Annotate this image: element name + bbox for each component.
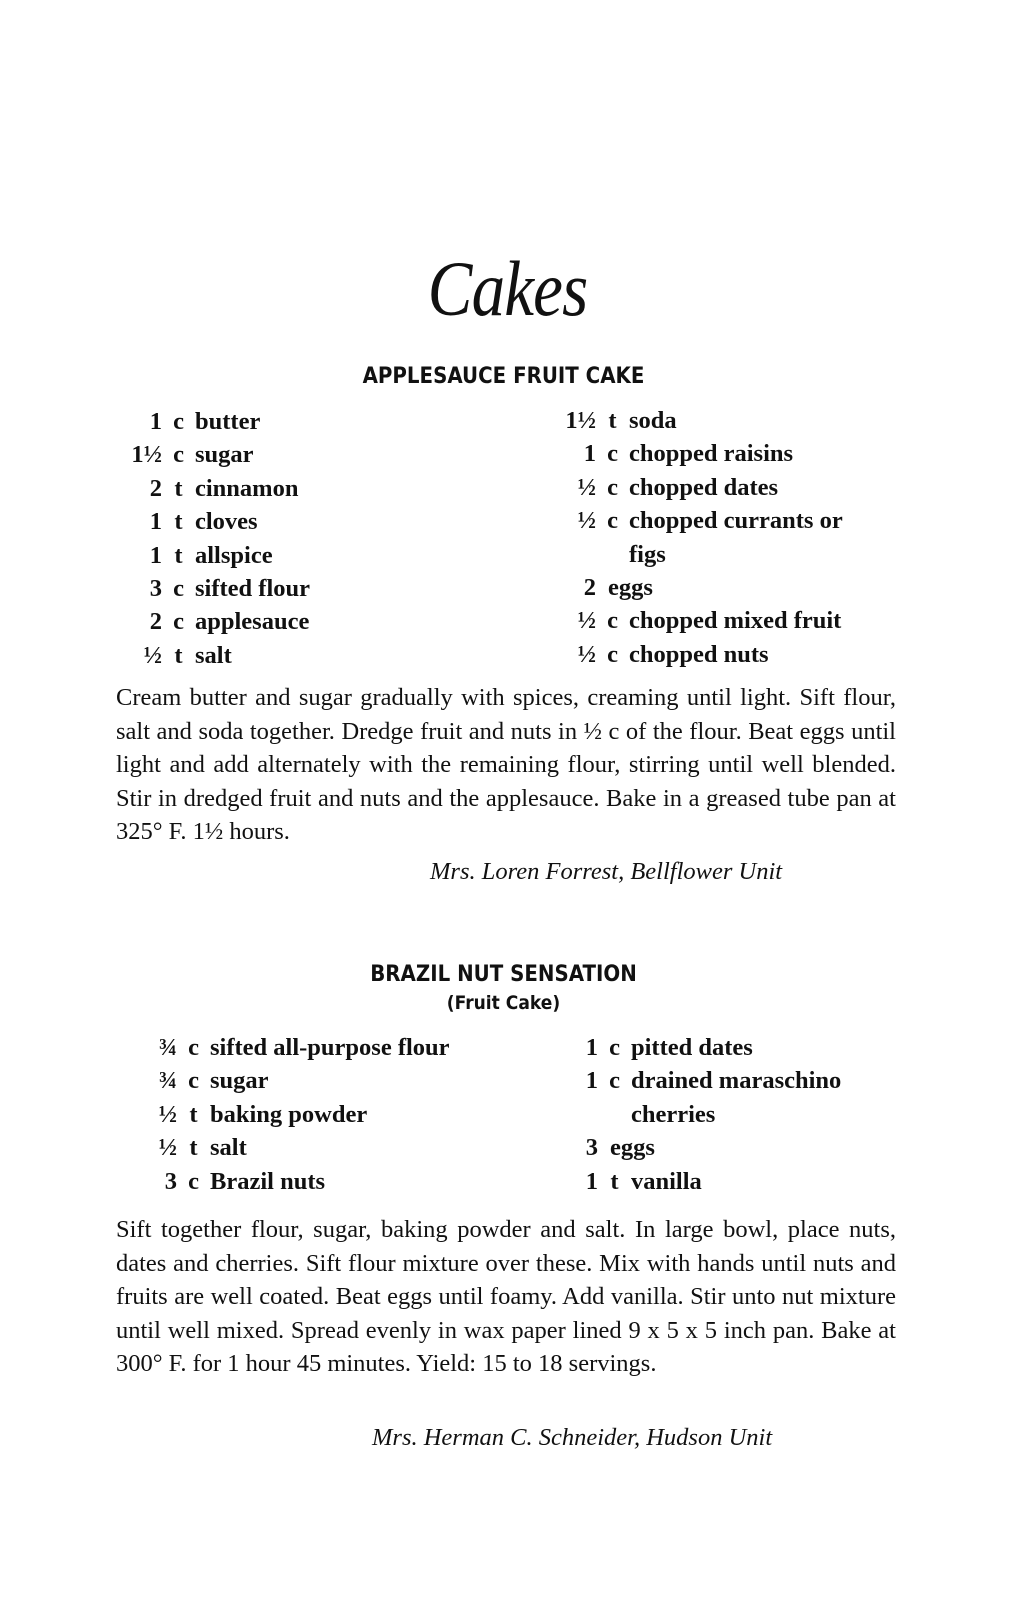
ingredient-qty: 3 — [585, 1134, 598, 1162]
ingredient-name: soda — [629, 407, 677, 434]
ingredient-item — [122, 639, 310, 672]
ingredient-item — [122, 605, 310, 638]
ingredient-qty: 1 — [149, 408, 162, 435]
ingredient-item — [556, 404, 843, 437]
credit-brazil: Mrs. Herman C. Schneider, Hudson Unit — [372, 1424, 773, 1451]
ingredient-qty: ½ — [577, 640, 596, 668]
ingredient-unit: c — [188, 1034, 199, 1061]
ingredient-unit: c — [607, 440, 618, 468]
ingredient-name: chopped dates — [629, 473, 779, 501]
ingredient-qty: 1½ — [565, 407, 596, 434]
recipe-title-brazil-nut-sensation: BRAZIL NUT SENSATION — [370, 962, 637, 987]
ingredient-unit: t — [174, 508, 183, 536]
ingredient-qty: 1 — [149, 508, 162, 536]
ingredient-name: eggs — [610, 1134, 655, 1162]
ingredient-name: salt — [195, 641, 232, 669]
ingredient-qty: 1½ — [131, 441, 162, 469]
ingredient-name: eggs — [608, 573, 653, 601]
ingredient-name: sifted all-purpose flour — [210, 1034, 450, 1061]
section-title: Cakes — [427, 245, 588, 332]
ingredient-unit: t — [189, 1134, 198, 1162]
ingredient-item — [148, 1064, 450, 1097]
ingredient-unit: c — [188, 1167, 199, 1195]
ingredient-name: Brazil nuts — [210, 1167, 326, 1195]
ingredient-unit: c — [607, 607, 618, 635]
ingredient-name: baking powder — [210, 1100, 368, 1128]
credit-applesauce: Mrs. Loren Forrest, Bellflower Unit — [430, 858, 783, 885]
ingredient-qty: ½ — [158, 1134, 177, 1162]
ingredient-qty: ¾ — [158, 1034, 177, 1061]
ingredient-item — [580, 1064, 841, 1097]
ingredient-unit: c — [609, 1067, 620, 1095]
ingredient-name: applesauce — [195, 608, 310, 636]
ingredient-name: cloves — [195, 508, 258, 536]
ingredient-qty: ½ — [143, 641, 162, 669]
ingredient-item — [122, 472, 310, 505]
ingredient-item — [556, 604, 843, 637]
ingredient-unit: t — [174, 474, 183, 502]
ingredient-item — [122, 438, 310, 471]
ingredient-name: sifted flour — [195, 574, 310, 602]
ingredient-name: allspice — [195, 541, 273, 569]
ingredient-name: cherries — [631, 1100, 716, 1128]
directions-applesauce: Cream butter and sugar gradually with spices, creaming until light. Sift flour, salt and soda together. Dredge fruit and nuts in ½ c of the flour. Beat eggs until light and add alternately with the remaining flour, stirring until well blended. Stir in dredged fruit and nuts and the applesauce. Bake in a greased tube pan at 325° F. 1½ hours. — [116, 684, 896, 846]
ingredient-name: vanilla — [631, 1167, 702, 1195]
ingredient-item — [122, 505, 310, 538]
ingredient-name: cinnamon — [195, 474, 299, 502]
ingredient-item — [556, 437, 843, 470]
ingredient-qty: ½ — [577, 507, 596, 535]
directions-brazil: Sift together flour, sugar, baking powder and salt. In large bowl, place nuts, dates and cherries. Sift flour mixture over these. Mix with hands until nuts and fruits are well coated. Beat eggs until foamy. Add vanilla. Stir unto nut mixture until well mixed. Spread evenly in wax paper lined 9 x 5 x 5 inch pan. Bake at 300° F. for 1 hour 45 minutes. Yield: 15 to 18 servings. — [116, 1216, 896, 1378]
ingredient-item — [580, 1031, 841, 1064]
ingredient-unit: c — [609, 1034, 620, 1061]
ingredient-item — [556, 638, 843, 671]
ingredient-unit: c — [173, 574, 184, 602]
ingredient-unit: c — [607, 473, 618, 501]
ingredients-right-applesauce — [556, 404, 843, 671]
ingredients-right-brazil — [580, 1031, 841, 1198]
ingredient-name: drained maraschino — [631, 1067, 842, 1095]
ingredient-item — [556, 538, 843, 571]
ingredient-item — [122, 572, 310, 605]
ingredient-unit: c — [173, 441, 184, 469]
ingredient-unit: c — [173, 608, 184, 636]
ingredient-name: figs — [629, 540, 666, 568]
ingredient-name: chopped raisins — [629, 440, 794, 468]
ingredient-qty: 2 — [149, 474, 162, 502]
ingredient-name: chopped nuts — [629, 640, 769, 668]
ingredient-unit: t — [610, 1167, 619, 1195]
ingredient-item — [148, 1131, 450, 1164]
ingredient-qty: 1 — [585, 1167, 598, 1195]
ingredient-item — [556, 504, 843, 537]
ingredient-item — [148, 1031, 450, 1064]
ingredient-name: pitted dates — [631, 1034, 753, 1061]
ingredient-unit: c — [607, 640, 618, 668]
ingredient-item — [580, 1131, 841, 1164]
ingredient-item — [122, 405, 310, 438]
ingredient-item — [148, 1165, 450, 1198]
ingredient-name: chopped mixed fruit — [629, 607, 842, 635]
ingredient-qty: 3 — [149, 574, 162, 602]
ingredient-qty: 2 — [149, 608, 162, 636]
ingredient-name: sugar — [210, 1067, 269, 1095]
ingredient-item — [148, 1098, 450, 1131]
ingredient-name: sugar — [195, 441, 254, 469]
ingredient-unit: c — [607, 507, 618, 535]
ingredient-item — [580, 1165, 841, 1198]
ingredient-qty: 1 — [149, 541, 162, 569]
ingredient-qty: 1 — [583, 440, 596, 468]
ingredient-qty: ½ — [577, 473, 596, 501]
ingredient-qty: 3 — [164, 1167, 177, 1195]
ingredient-item — [556, 571, 843, 604]
ingredients-left-brazil — [148, 1031, 450, 1198]
ingredient-name: chopped currants or — [629, 507, 843, 535]
ingredient-qty: ½ — [158, 1100, 177, 1128]
ingredient-qty: 1 — [585, 1034, 598, 1061]
ingredient-item — [122, 539, 310, 572]
ingredient-unit: t — [189, 1100, 198, 1128]
ingredient-unit: t — [608, 407, 617, 434]
ingredient-name: salt — [210, 1134, 247, 1162]
ingredient-qty: ½ — [577, 607, 596, 635]
ingredient-qty: ¾ — [158, 1067, 177, 1095]
ingredient-qty: 1 — [585, 1067, 598, 1095]
recipe-title-applesauce-fruit-cake: APPLESAUCE FRUIT CAKE — [362, 364, 645, 389]
ingredient-unit: t — [174, 641, 183, 669]
ingredient-unit: c — [173, 408, 184, 435]
ingredients-left-applesauce — [122, 405, 310, 672]
ingredient-unit: c — [188, 1067, 199, 1095]
ingredient-qty: 2 — [583, 573, 596, 601]
ingredient-item — [580, 1098, 841, 1131]
recipe-subtitle-fruit-cake: (Fruit Cake) — [446, 992, 561, 1014]
ingredient-item — [556, 471, 843, 504]
ingredient-unit: t — [174, 541, 183, 569]
ingredient-name: butter — [195, 408, 261, 435]
